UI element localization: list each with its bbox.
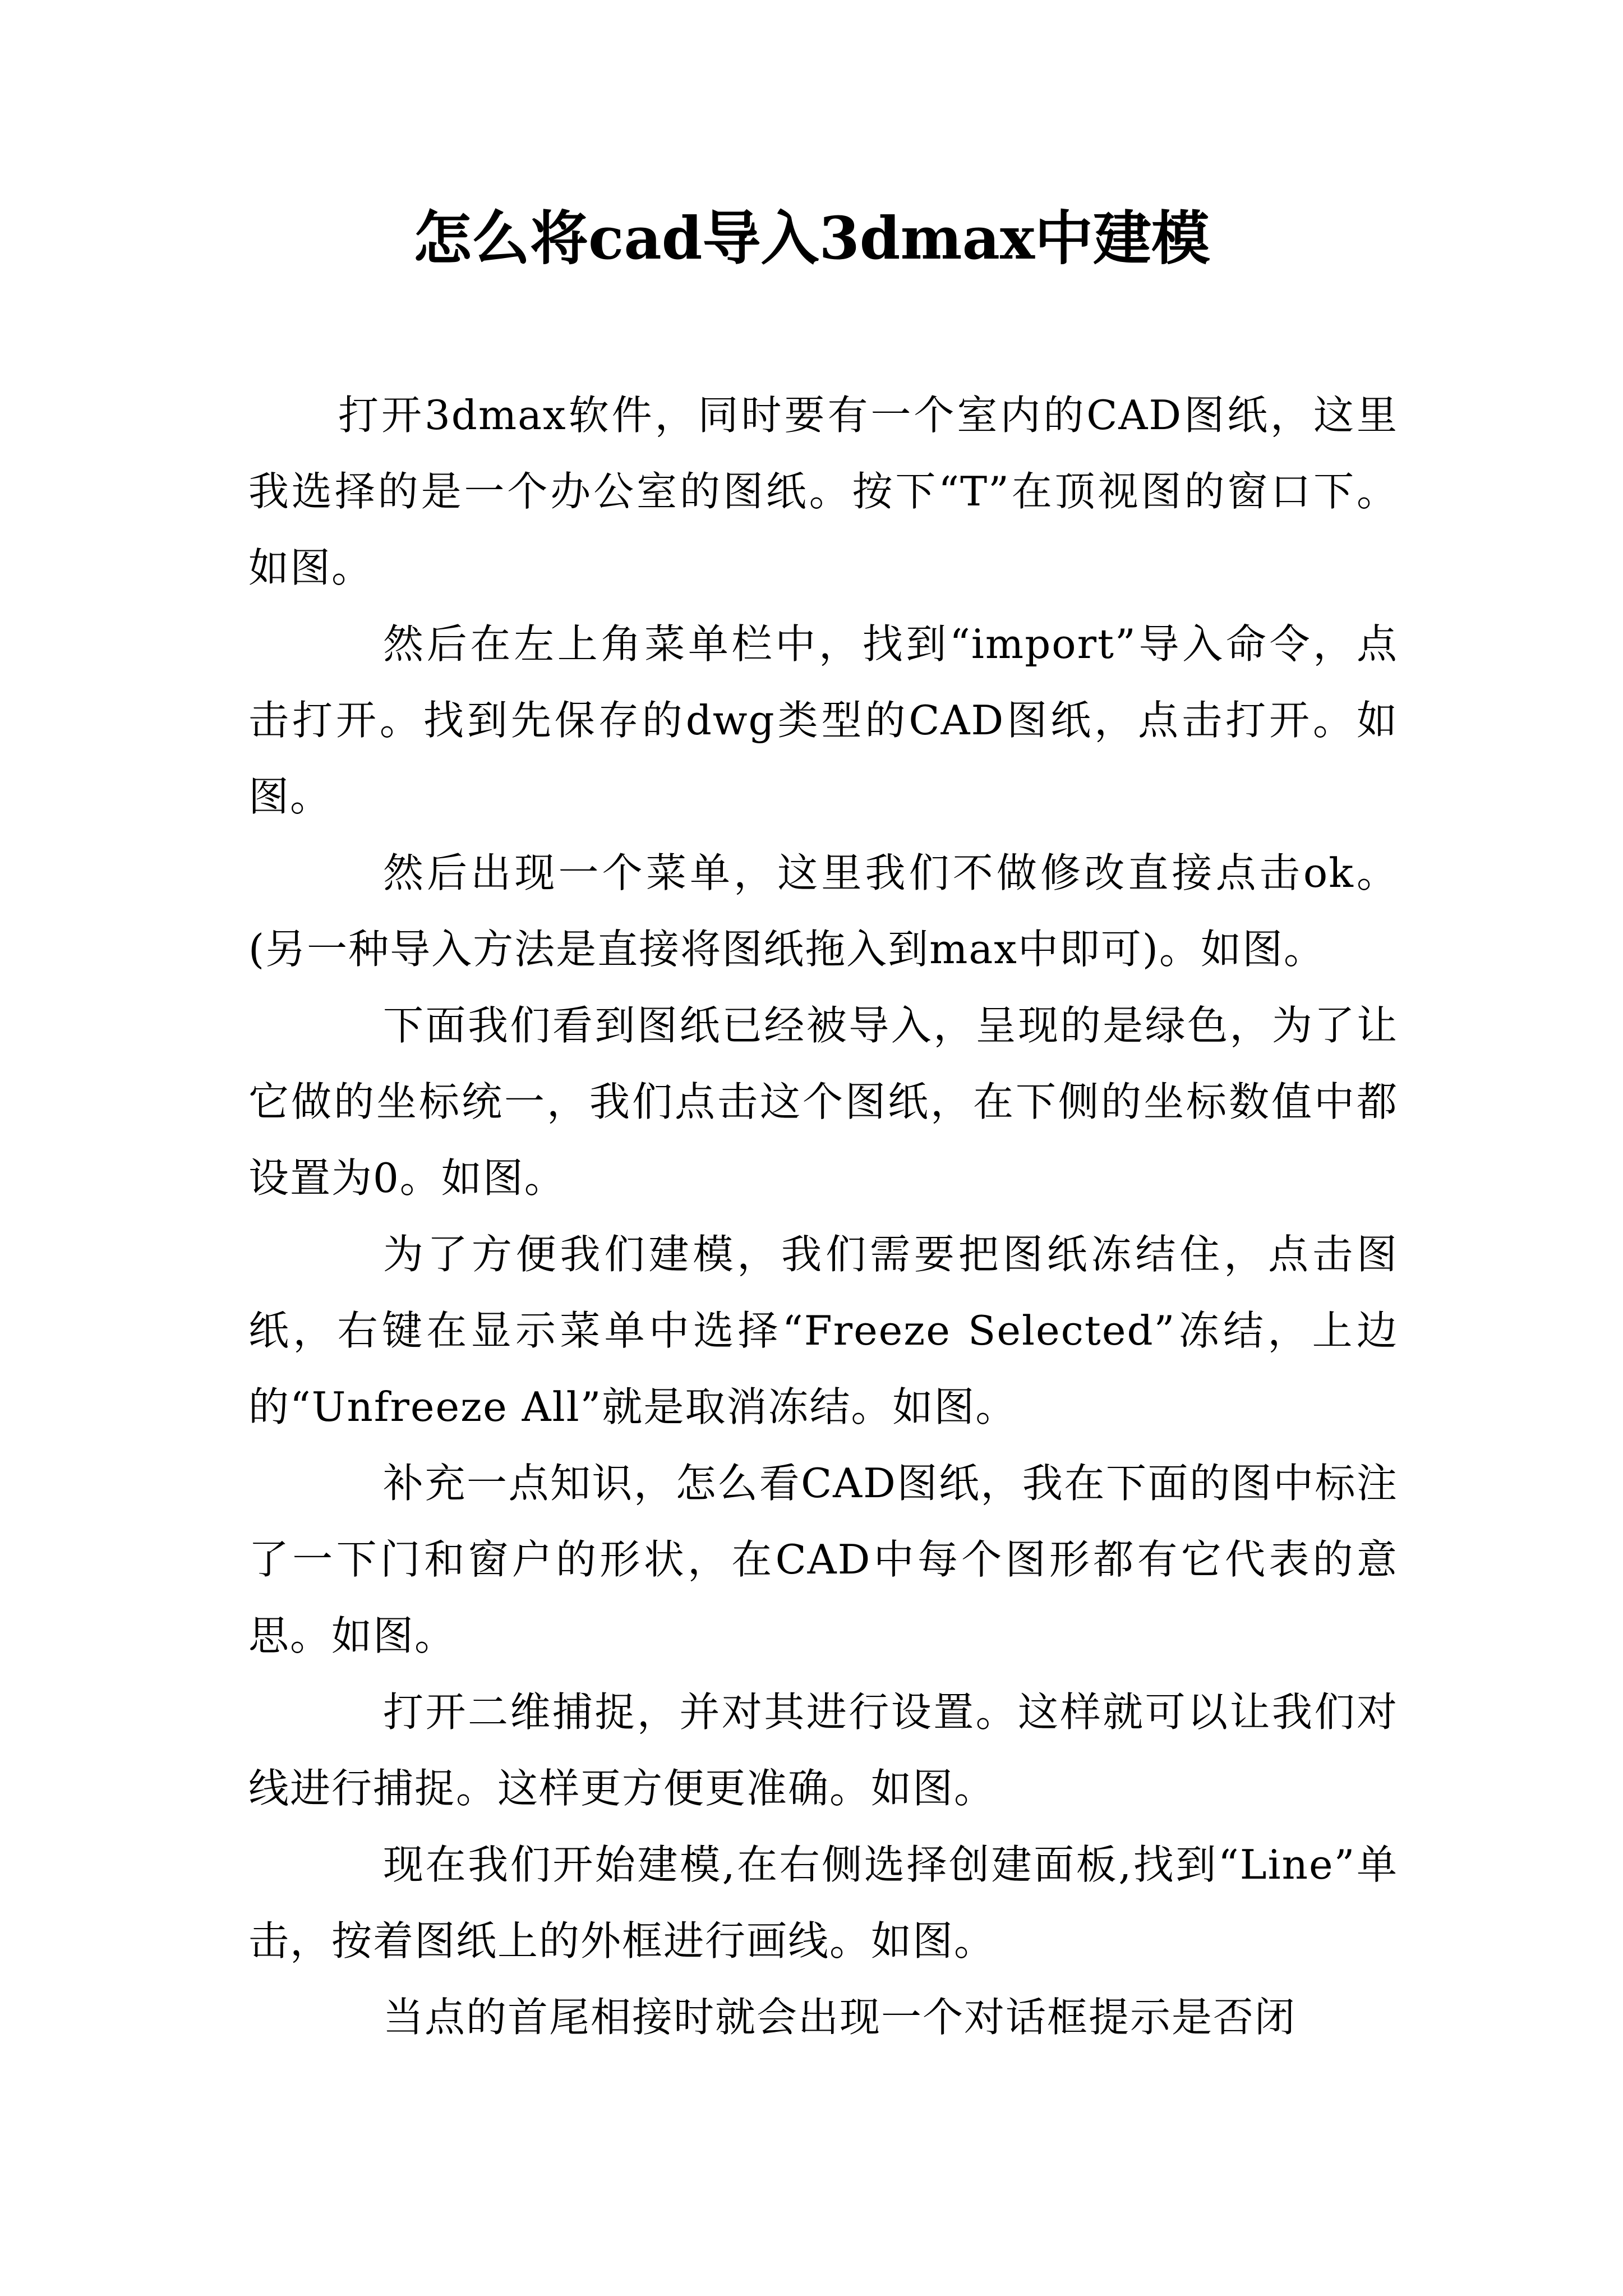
paragraph-coordinates: 下面我们看到图纸已经被导入，呈现的是绿色，为了让它做的坐标统一，我们点击这个图纸，在下侧的坐标数值中都设置为0。如图。	[248, 1002, 1398, 1202]
paragraph-freeze: 为了方便我们建模，我们需要把图纸冻结住，点击图纸，右键在显示菜单中选择“Freeze Selected”冻结，上边的“Unfreeze All”就是取消冻结。如图。	[248, 1231, 1398, 1430]
paragraph-import-command: 然后在左上角菜单栏中，找到“import”导入命令，点击打开。找到先保存的dwg类型的CAD图纸，点击打开。如图。	[248, 620, 1398, 820]
document-title: 怎么将cad导入3dmax中建模	[413, 204, 1210, 273]
paragraph-open-3dmax: 打开3dmax软件，同时要有一个室内的CAD图纸，这里我选择的是一个办公室的图纸。按下“T”在顶视图的窗口下。如图。	[248, 392, 1398, 591]
paragraph-line-tool: 现在我们开始建模,在右侧选择创建面板,找到“Line”单击，按着图纸上的外框进行画线。如图。	[248, 1841, 1398, 1964]
paragraph-import-menu: 然后出现一个菜单，这里我们不做修改直接点击ok。(另一种导入方法是直接将图纸拖入到max中即可)。如图。	[248, 849, 1398, 973]
paragraph-cad-reading: 补充一点知识，怎么看CAD图纸，我在下面的图中标注了一下门和窗户的形状，在CAD中每个图形都有它代表的意思。如图。	[248, 1460, 1398, 1659]
paragraph-2d-snap: 打开二维捕捉，并对其进行设置。这样就可以让我们对线进行捕捉。这样更方便更准确。如图。	[248, 1688, 1398, 1812]
paragraph-close-spline: 当点的首尾相接时就会出现一个对话框提示是否闭	[383, 1994, 1297, 2041]
document-body	[248, 377, 1398, 2055]
